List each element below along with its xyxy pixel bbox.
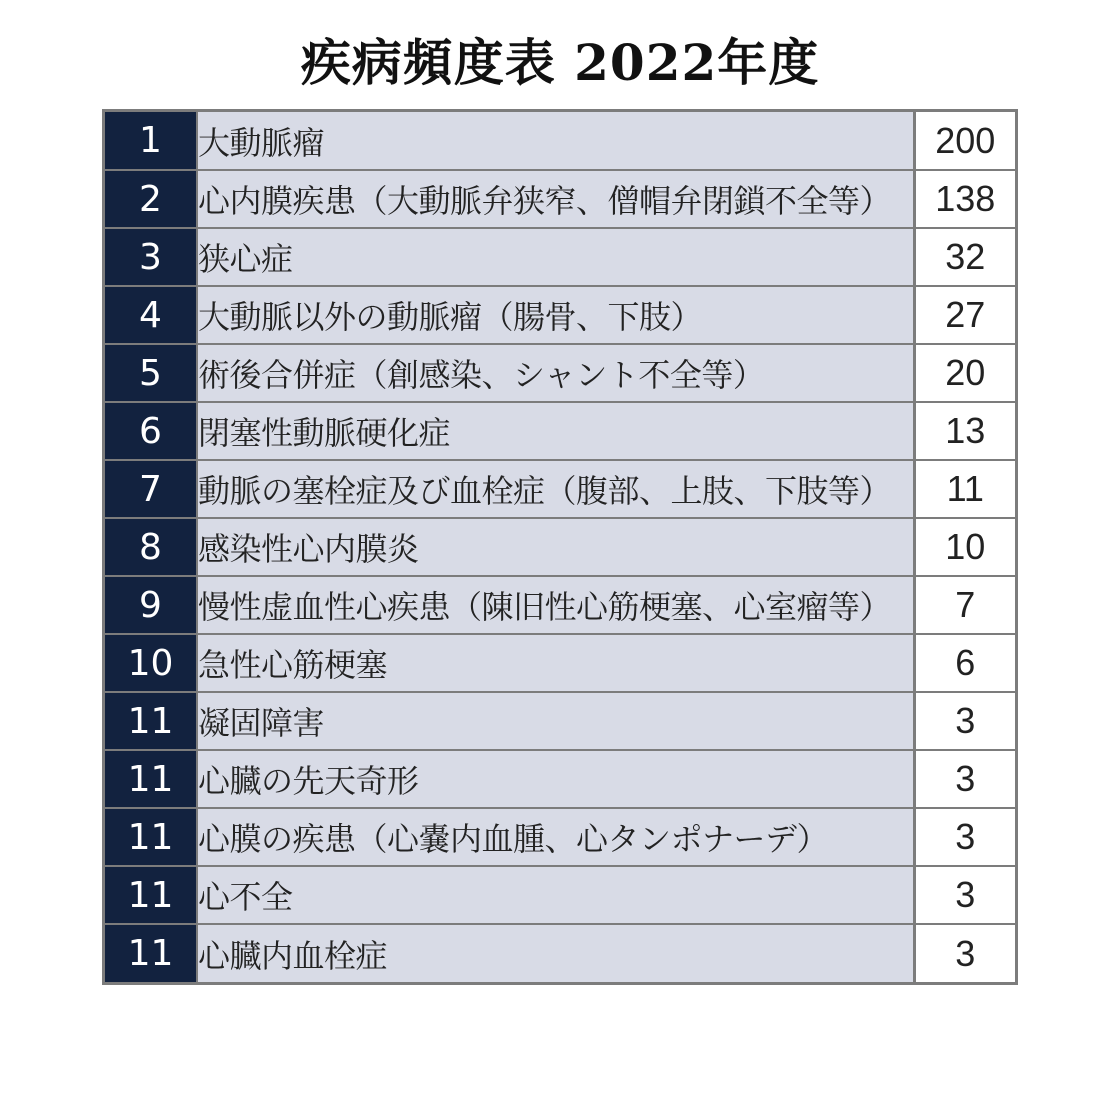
case-count-cell: 3 [914, 866, 1015, 924]
rank-cell: 11 [105, 692, 197, 750]
case-count-cell: 10 [914, 518, 1015, 576]
disease-name-cell: 急性心筋梗塞 [197, 634, 914, 692]
disease-name-cell: 心膜の疾患（心嚢内血腫、心タンポナーデ） [197, 808, 914, 866]
rank-cell: 1 [105, 112, 197, 170]
disease-name-cell: 凝固障害 [197, 692, 914, 750]
frequency-table-grid [105, 112, 1015, 982]
rank-cell: 3 [105, 228, 197, 286]
case-count-cell: 11 [914, 460, 1015, 518]
rank-cell: 2 [105, 170, 197, 228]
table-row [105, 344, 1015, 402]
case-count-cell: 32 [914, 228, 1015, 286]
case-count-cell: 27 [914, 286, 1015, 344]
disease-name-cell: 心内膜疾患（大動脈弁狭窄、僧帽弁閉鎖不全等） [197, 170, 914, 228]
disease-name-cell: 慢性虚血性心疾患（陳旧性心筋梗塞、心室瘤等） [197, 576, 914, 634]
table-row [105, 228, 1015, 286]
table-body [105, 112, 1015, 982]
case-count-cell: 138 [914, 170, 1015, 228]
case-count-cell: 13 [914, 402, 1015, 460]
table-row [105, 286, 1015, 344]
disease-name-cell: 術後合併症（創感染、シャント不全等） [197, 344, 914, 402]
table-row [105, 866, 1015, 924]
disease-name-cell: 大動脈瘤 [197, 112, 914, 170]
table-row [105, 808, 1015, 866]
case-count-cell: 7 [914, 576, 1015, 634]
case-count-cell: 6 [914, 634, 1015, 692]
rank-cell: 11 [105, 750, 197, 808]
rank-cell: 10 [105, 634, 197, 692]
case-count-cell: 200 [914, 112, 1015, 170]
rank-cell: 5 [105, 344, 197, 402]
table-row [105, 460, 1015, 518]
disease-name-cell: 感染性心内膜炎 [197, 518, 914, 576]
table-row [105, 170, 1015, 228]
rank-cell: 11 [105, 924, 197, 982]
table-row [105, 692, 1015, 750]
table-row [105, 924, 1015, 982]
table-row [105, 576, 1015, 634]
disease-name-cell: 動脈の塞栓症及び血栓症（腹部、上肢、下肢等） [197, 460, 914, 518]
rank-cell: 6 [105, 402, 197, 460]
table-row [105, 518, 1015, 576]
rank-cell: 9 [105, 576, 197, 634]
case-count-cell: 20 [914, 344, 1015, 402]
disease-name-cell: 閉塞性動脈硬化症 [197, 402, 914, 460]
rank-cell: 11 [105, 808, 197, 866]
rank-cell: 11 [105, 866, 197, 924]
rank-cell: 8 [105, 518, 197, 576]
table-row [105, 634, 1015, 692]
case-count-cell: 3 [914, 808, 1015, 866]
rank-cell: 7 [105, 460, 197, 518]
disease-name-cell: 心臓内血栓症 [197, 924, 914, 982]
table-row [105, 750, 1015, 808]
case-count-cell: 3 [914, 750, 1015, 808]
case-count-cell: 3 [914, 692, 1015, 750]
table-row [105, 112, 1015, 170]
rank-cell: 4 [105, 286, 197, 344]
table-row [105, 402, 1015, 460]
disease-name-cell: 心臓の先天奇形 [197, 750, 914, 808]
disease-name-cell: 心不全 [197, 866, 914, 924]
page-title: 疾病頻度表 2022年度 [300, 33, 820, 92]
disease-name-cell: 狭心症 [197, 228, 914, 286]
disease-name-cell: 大動脈以外の動脈瘤（腸骨、下肢） [197, 286, 914, 344]
disease-frequency-table [102, 109, 1018, 985]
case-count-cell: 3 [914, 924, 1015, 982]
